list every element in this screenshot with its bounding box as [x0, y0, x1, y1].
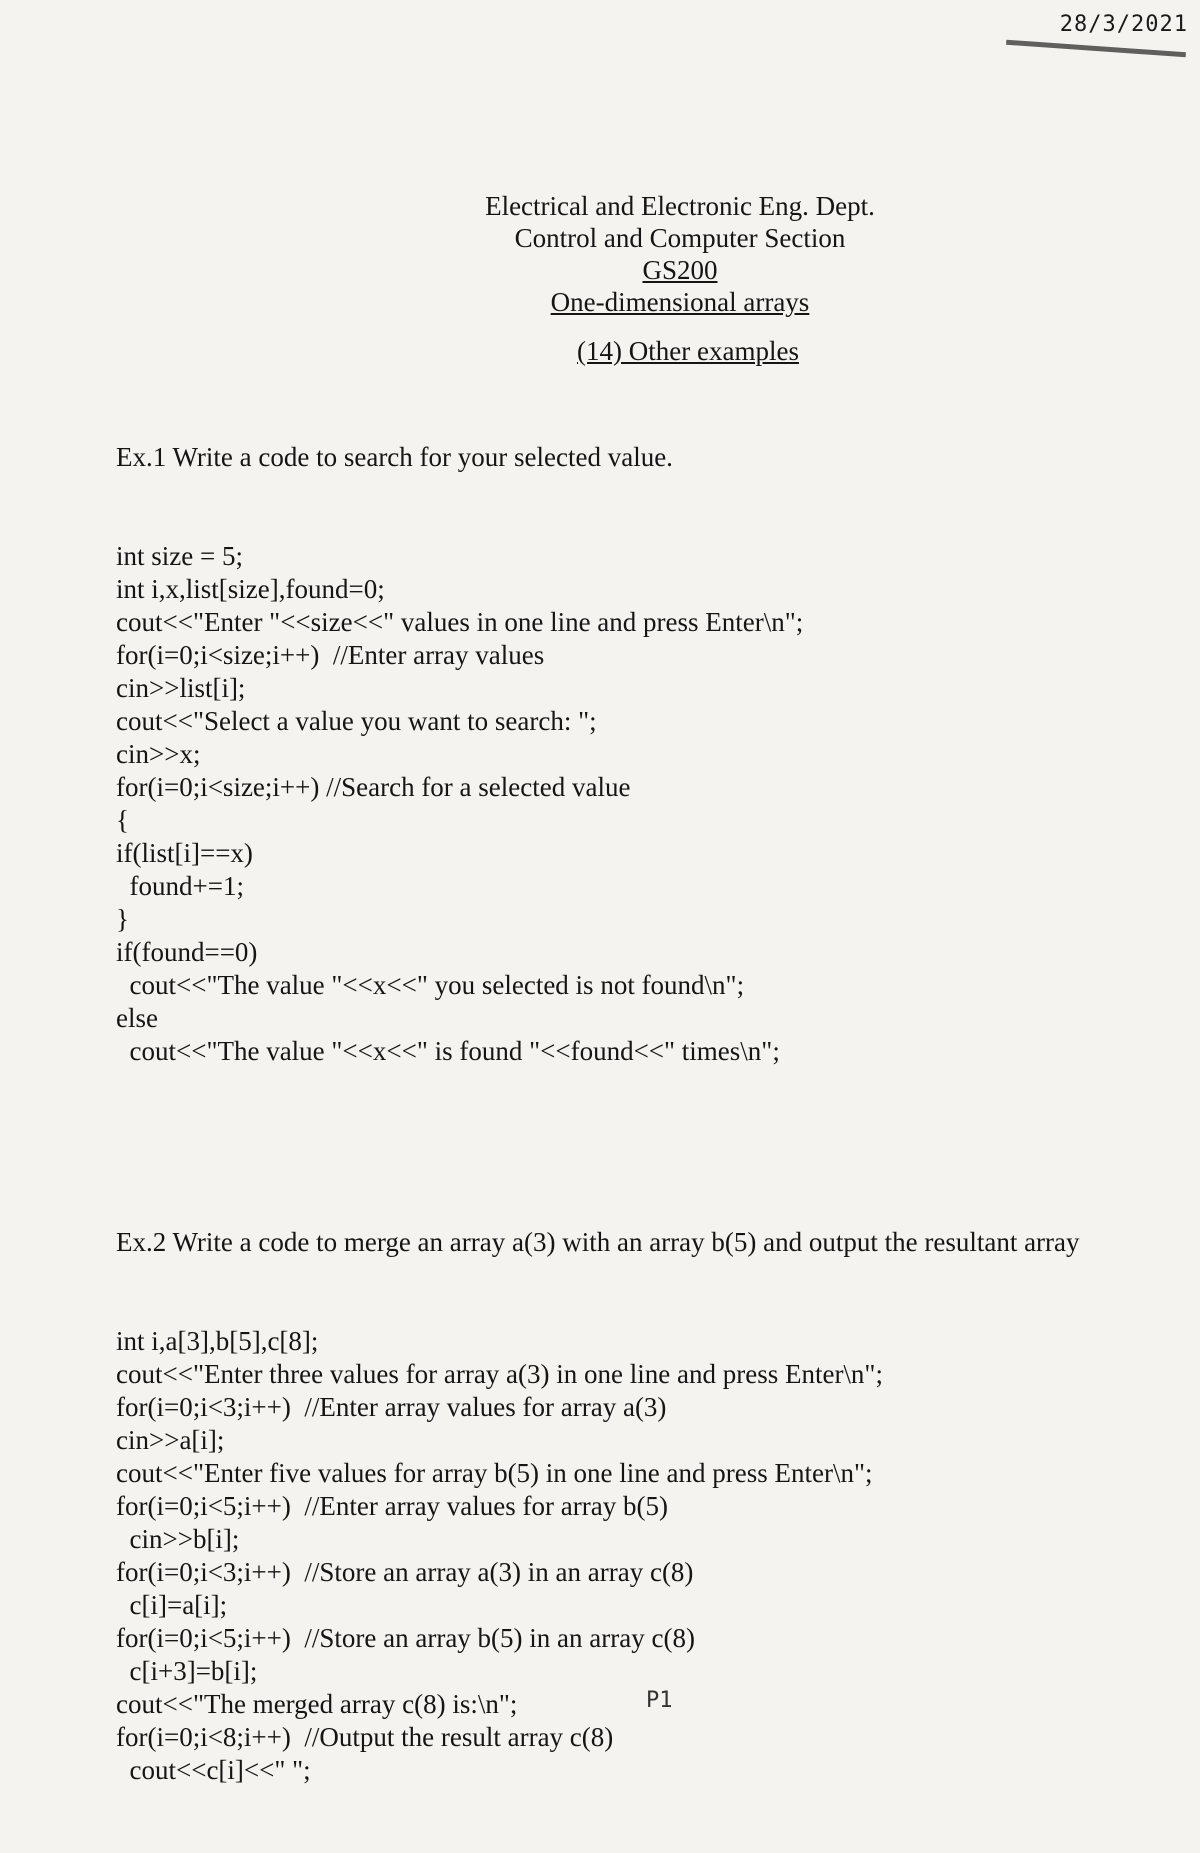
code-line: if(list[i]==x): [116, 838, 253, 868]
ex2-heading: Ex.2 Write a code to merge an array a(3) with an array b(5) and output the resultant array: [116, 1227, 1080, 1257]
code-line: c[i]=a[i];: [116, 1590, 228, 1620]
code-line: {: [116, 805, 129, 835]
code-line: cin>>b[i];: [116, 1524, 240, 1554]
code-line: cout<<"Enter three values for array a(3) in one line and press Enter\n";: [116, 1359, 883, 1389]
code-line: cout<<"The value "<<x<<" you selected is not found\n";: [116, 970, 745, 1000]
handwritten-underline: [1006, 40, 1186, 58]
section-name: Control and Computer Section: [514, 223, 846, 253]
topic-title: One-dimensional arrays: [550, 287, 810, 317]
page-number: P1: [646, 1688, 673, 1713]
ex1-code: [116, 540, 1176, 1068]
code-line: found+=1;: [116, 871, 244, 901]
spacer: [116, 1134, 1176, 1160]
code-line: cout<<"Select a value you want to search: ";: [116, 706, 597, 736]
code-line: if(found==0): [116, 937, 258, 967]
course-code: GS200: [642, 255, 718, 285]
ex1-heading: Ex.1 Write a code to search for your selected value.: [116, 442, 673, 472]
code-line: else: [116, 1003, 158, 1033]
code-line: int i,a[3],b[5],c[8];: [116, 1326, 319, 1356]
code-line: for(i=0;i<5;i++) //Store an array b(5) in an array c(8): [116, 1623, 695, 1653]
code-line: for(i=0;i<size;i++) //Enter array values: [116, 640, 545, 670]
code-line: for(i=0;i<3;i++) //Store an array a(3) in an array c(8): [116, 1557, 694, 1587]
code-line: c[i+3]=b[i];: [116, 1656, 258, 1686]
code-line: for(i=0;i<size;i++) //Search for a selected value: [116, 772, 631, 802]
code-line: cout<<"Enter five values for array b(5) in one line and press Enter\n";: [116, 1458, 873, 1488]
code-line: cout<<c[i]<<" ";: [116, 1755, 311, 1785]
code-line: int i,x,list[size],found=0;: [116, 574, 385, 604]
code-line: int size = 5;: [116, 541, 243, 571]
dept-name: Electrical and Electronic Eng. Dept.: [485, 191, 875, 221]
code-line: for(i=0;i<8;i++) //Output the result array c(8): [116, 1722, 614, 1752]
ex2-code: [116, 1325, 1176, 1787]
date-stamp: 28/3/2021: [1059, 12, 1188, 37]
code-line: cin>>x;: [116, 739, 201, 769]
code-line: for(i=0;i<3;i++) //Enter array values for array a(3): [116, 1392, 667, 1422]
code-listing: [116, 375, 1176, 1853]
code-line: }: [116, 904, 129, 934]
code-line: cout<<"The merged array c(8) is:\n";: [116, 1689, 518, 1719]
document-header: [420, 190, 940, 318]
section-title: (14) Other examples: [577, 336, 799, 366]
code-line: cout<<"Enter "<<size<<" values in one line and press Enter\n";: [116, 607, 804, 637]
code-line: for(i=0;i<5;i++) //Enter array values for array b(5): [116, 1491, 668, 1521]
code-line: cout<<"The value "<<x<<" is found "<<found<<" times\n";: [116, 1036, 780, 1066]
code-line: cin>>a[i];: [116, 1425, 225, 1455]
code-line: cin>>list[i];: [116, 673, 246, 703]
